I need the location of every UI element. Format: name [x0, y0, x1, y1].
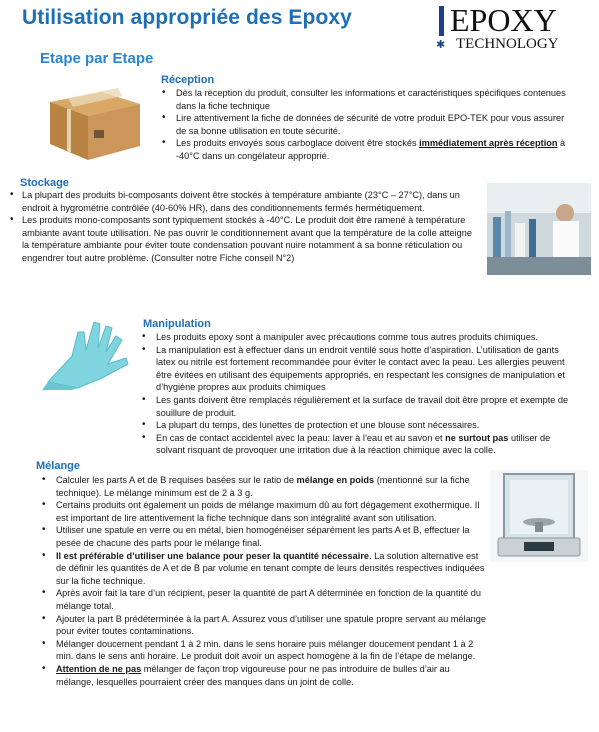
blue-glove-image: [42, 312, 130, 390]
list-item: • En cas de contact accidentel avec la peau: laver à l’eau et au savon et ne surtout pas utiliser de solvant risquant de provoquer une irritation due à la réaction chimique avec la colle.: [140, 432, 580, 457]
melange-list: [40, 474, 488, 688]
section-title-manipulation: Manipulation: [143, 318, 211, 330]
stockage-list: [8, 189, 478, 265]
page-title: Utilisation appropriée des Epoxy: [22, 6, 352, 29]
list-item: • Calculer les parts A et de B requises basées sur le ratio de mélange en poids (mentionné sur la fiche technique). Le mélange minimum est de 2 à 3 g.: [40, 474, 488, 499]
list-item: • Les gants doivent être remplacés régulièrement et la surface de travail doit être propre et exempte de souillure de produit.: [140, 394, 580, 419]
cardboard-box-image: [40, 74, 150, 164]
list-item: • La plupart des produits bi-composants doivent être stockés à température ambiante (23°C – 27°C), dans un endroit à hygrométrie contrôlée (40-60% HR), dans des conditionnements fermés hermétiquement.: [8, 189, 478, 214]
list-item: • La plupart du temps, des lunettes de protection et une blouse sont nécessaires.: [140, 419, 580, 432]
list-item: • Mélanger doucement pendant 1 à 2 min. dans le sens horaire puis mélanger doucement pendant 1 à 2 min. dans le sens anti horaire. Le produit doit avoir un aspect homogène à la fin de l’étape de mélange.: [40, 638, 488, 663]
list-item: • Dès la réception du produit, consulter les informations et caractéristiques spécifiques contenues dans la fiche technique: [160, 87, 570, 112]
list-item: • Ajouter la part B prédéterminée à la part A. Assurez vous d’utiliser une spatule propre servant au mélange pour éviter toutes contaminations.: [40, 613, 488, 638]
epoxy-technology-logo: ✱ EPOXY TECHNOLOGY: [436, 2, 559, 52]
logo-main-text: EPOXY: [450, 2, 557, 38]
list-item: • Certains produits ont également un poids de mélange maximum dû au fort dégagement exothermique. Il est important de lire attentivement la fiche technique dans son intégralité avant son utilisation.: [40, 499, 488, 524]
logo-sub-text: TECHNOLOGY: [456, 36, 559, 52]
list-item: • Les produits epoxy sont à manipuler avec précautions comme tous autres produits chimiques.: [140, 331, 580, 344]
list-item: • Attention de ne pas mélanger de façon trop vigoureuse pour ne pas introduire de bulles d’air au mélange, lesquelles pourraient créer des manques dans un joint de colle.: [40, 663, 488, 688]
list-item: • La manipulation est à effectuer dans un endroit ventilé sous hotte d’aspiration. L’utilisation de gants latex ou nitrile est fortement recommandée pour éviter le contact avec la peau. Les allergies peuvent être évitées en utilisant des équipements appropriés, en respectant les consignes de manipulation et d’hygiène propres aux produits chimiques: [140, 344, 580, 394]
list-item: • Lire attentivement la fiche de données de sécurité de votre produit EPO-TEK pour vous assurer de sa bonne utilisation en toute sécurité.: [160, 112, 570, 137]
section-title-melange: Mélange: [36, 460, 81, 472]
list-item: • Après avoir fait la tare d’un récipient, peser la quantité de part A déterminée en fonction de la quantité du mélange total.: [40, 587, 488, 612]
page-subtitle: Etape par Etape: [40, 50, 154, 67]
analytical-balance-image: [490, 470, 588, 562]
manipulation-list: [140, 331, 580, 457]
list-item: • Les produits mono-composants sont typiquement stockés à -40°C. Le produit doit être ramené à température ambiante avant toute utilisation. Ne pas ouvrir le conditionnement avant que la température de la colle atteigne la température ambiante pour éviter toute condensation pouvant nuire notamment à sa bonne réticulation ou engendrer tout autre problème. (Consulter notre Fiche conseil N°2): [8, 214, 478, 264]
list-item: • Il est préférable d’utiliser une balance pour peser la quantité nécessaire. La solution alternative est de définir les quantités de A et de B par volume en tenant compte de leurs densités respectives indiquées sur la fiche technique.: [40, 550, 488, 588]
section-title-reception: Réception: [161, 74, 215, 86]
list-item: • Utiliser une spatule en verre ou en métal, bien homogénéiser séparément les parts A et B, effectuer la pesée de chacune des parts pour le mélange final.: [40, 524, 488, 549]
laboratory-photo: [487, 183, 591, 275]
reception-list: [160, 87, 570, 163]
list-item: • Les produits envoyés sous carboglace doivent être stockés immédiatement après réception à -40°C dans un congélateur approprié.: [160, 137, 570, 162]
section-title-stockage: Stockage: [20, 177, 69, 189]
